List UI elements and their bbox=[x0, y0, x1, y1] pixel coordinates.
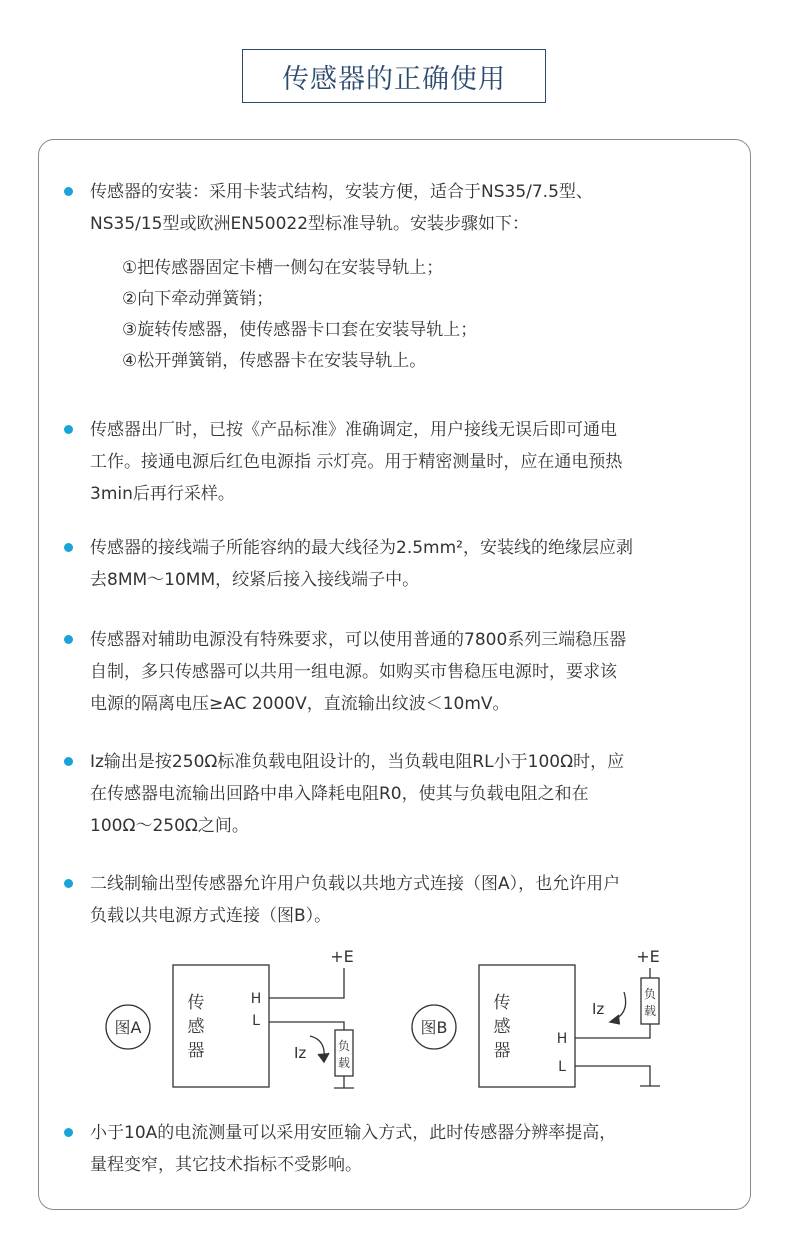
diagram-a-current: Iz bbox=[294, 1044, 307, 1062]
diagram-a-sensor-2: 感 bbox=[187, 1017, 205, 1037]
section-3-line-2: 去8MM～10MM，绞紧后接入接线端子中。 bbox=[90, 570, 420, 590]
diagram-b-l: L bbox=[558, 1059, 566, 1075]
diagram-b-current: Iz bbox=[592, 1000, 605, 1018]
diagram-b-sensor-1: 传 bbox=[493, 993, 511, 1013]
install-steps bbox=[122, 253, 477, 377]
section-2-line-1: 传感器出厂时，已按《产品标准》准确调定，用户接线无误后即可通电 bbox=[90, 420, 617, 440]
bullet-3 bbox=[64, 543, 73, 552]
section-4 bbox=[90, 624, 626, 720]
diagram-b-current-arrow bbox=[614, 992, 626, 1020]
section-3-line-1: 传感器的接线端子所能容纳的最大线径为2.5mm²，安装线的绝缘层应剥 bbox=[90, 538, 633, 558]
diagram-a-arrow-head bbox=[318, 1053, 329, 1062]
diagram-b-supply: +E bbox=[636, 947, 660, 966]
step-2: ②向下牵动弹簧销； bbox=[122, 289, 274, 309]
bullet-7 bbox=[64, 1128, 73, 1137]
diagram-a-sensor-3: 器 bbox=[187, 1041, 205, 1061]
step-1: ①把传感器固定卡槽一侧勾在安装导轨上； bbox=[122, 258, 444, 278]
diagram-a-load-2: 载 bbox=[337, 1056, 351, 1070]
section-7 bbox=[90, 1117, 616, 1181]
section-1-line-2: NS35/15型或欧洲EN50022型标准导轨。安装步骤如下： bbox=[90, 214, 530, 234]
bullet-2 bbox=[64, 425, 73, 434]
diagram-b bbox=[412, 947, 660, 1087]
section-6 bbox=[90, 868, 620, 932]
section-5 bbox=[90, 746, 624, 842]
page-title: 传感器的正确使用 bbox=[242, 49, 546, 103]
section-5-line-3: 100Ω～250Ω之间。 bbox=[90, 816, 249, 836]
section-6-line-2: 负载以共电源方式连接（图B）。 bbox=[90, 906, 332, 926]
diagram-a-supply: +E bbox=[330, 947, 354, 966]
diagram-a-load-1: 负 bbox=[337, 1039, 351, 1053]
diagram-b-h-wire bbox=[575, 1024, 650, 1038]
diagram-b-sensor-2: 感 bbox=[493, 1017, 511, 1037]
section-2-line-2: 工作。接通电源后红色电源指 示灯亮。用于精密测量时，应在通电预热 bbox=[90, 452, 623, 472]
bullet-5 bbox=[64, 757, 73, 766]
bullet-1 bbox=[64, 187, 73, 196]
diagram-b-load-2: 载 bbox=[643, 1004, 657, 1018]
diagram-a-l: L bbox=[252, 1013, 260, 1029]
diagram-b-sensor-3: 器 bbox=[493, 1041, 511, 1061]
section-5-line-2: 在传感器电流输出回路中串入降耗电阻R0，使其与负载电阻之和在 bbox=[90, 784, 589, 804]
section-4-line-1: 传感器对辅助电源没有特殊要求，可以使用普通的7800系列三端稳压器 bbox=[90, 630, 627, 650]
section-3 bbox=[90, 532, 633, 596]
diagram-b-h: H bbox=[556, 1031, 568, 1047]
section-2 bbox=[90, 414, 622, 510]
diagram-a-sensor-1: 传 bbox=[187, 993, 205, 1013]
diagram-b-load-1: 负 bbox=[643, 987, 657, 1001]
wiring-diagrams bbox=[0, 940, 790, 1100]
diagram-b-arrow-head bbox=[610, 1015, 620, 1024]
diagram-b-l-wire bbox=[575, 1066, 650, 1086]
section-4-line-3: 电源的隔离电压≥AC 2000V，直流输出纹波＜10mV。 bbox=[90, 694, 510, 714]
step-4: ④松开弹簧销，传感器卡在安装导轨上。 bbox=[122, 351, 427, 371]
section-4-line-2: 自制，多只传感器可以共用一组电源。如购买市售稳压电源时，要求该 bbox=[90, 662, 617, 682]
diagram-b-label: 图B bbox=[420, 1018, 448, 1037]
section-1 bbox=[90, 176, 593, 240]
section-2-line-3: 3min后再行采样。 bbox=[90, 484, 235, 504]
diagram-a-h-wire bbox=[269, 968, 344, 998]
section-1-line-1: 传感器的安装：采用卡装式结构，安装方便，适合于NS35/7.5型、 bbox=[90, 182, 593, 202]
diagram-a-label: 图A bbox=[114, 1018, 142, 1037]
section-7-line-1: 小于10A的电流测量可以采用安匝输入方式，此时传感器分辨率提高， bbox=[90, 1123, 617, 1143]
diagram-a-h: H bbox=[250, 991, 262, 1007]
section-5-line-1: Iz输出是按250Ω标准负载电阻设计的，当负载电阻RL小于100Ω时，应 bbox=[90, 752, 625, 772]
section-7-line-2: 量程变窄，其它技术指标不受影响。 bbox=[90, 1155, 362, 1175]
section-6-line-1: 二线制输出型传感器允许用户负载以共地方式连接（图A），也允许用户 bbox=[90, 874, 621, 894]
bullet-4 bbox=[64, 635, 73, 644]
diagram-a bbox=[106, 947, 354, 1088]
diagram-a-l-wire bbox=[269, 1022, 344, 1030]
bullet-6 bbox=[64, 879, 73, 888]
step-3: ③旋转传感器，使传感器卡口套在安装导轨上； bbox=[122, 320, 478, 340]
